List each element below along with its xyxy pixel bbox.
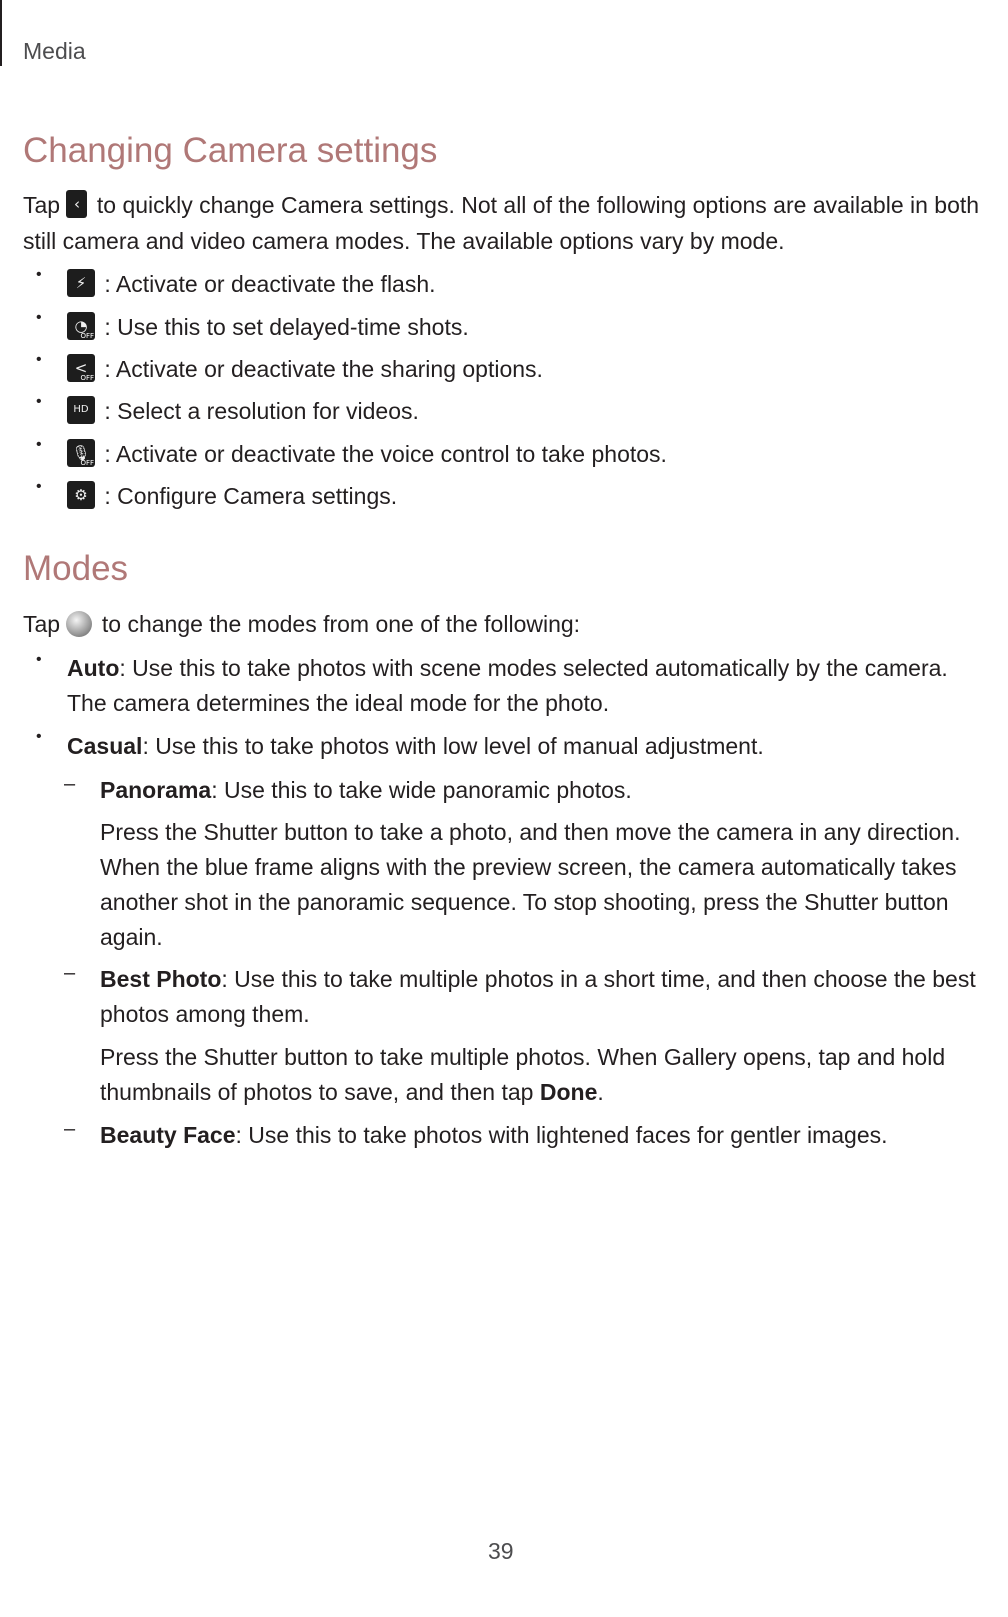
section-label: Media <box>23 38 86 64</box>
flash-icon: ⚡ <box>67 269 95 297</box>
camera-settings-intro <box>23 187 988 259</box>
best-photo-label: Best Photo <box>100 966 222 992</box>
flash-option-text: : Activate or deactivate the flash. <box>104 271 436 297</box>
modes-intro <box>23 606 988 642</box>
timer-icon: ◔ OFF <box>67 312 95 340</box>
camera-settings-heading: Changing Camera settings <box>23 131 438 170</box>
best-photo-detail-text: Press the Shutter button to take multiple photos. When Gallery opens, tap and hold thumbnails of photos to save, and then tap <box>100 1044 946 1105</box>
bullet-icon: • <box>36 393 42 410</box>
intro-tap-text: Tap <box>23 192 67 218</box>
bullet-icon: • <box>36 728 42 745</box>
auto-label: Auto <box>67 655 120 681</box>
bullet-icon: • <box>36 266 42 283</box>
bullet-icon: • <box>36 436 42 453</box>
done-label: Done <box>539 1079 598 1105</box>
intro-rest-text: to quickly change Camera settings. Not all of the following options are available in both still camera and video camera modes. The available options vary by mode. <box>23 192 980 254</box>
share-option-text: : Activate or deactivate the sharing options. <box>104 356 543 382</box>
best-photo-detail <box>100 1040 995 1110</box>
best-photo-detail-end: . <box>597 1079 604 1105</box>
dash-icon: – <box>64 773 76 795</box>
bullet-icon: • <box>36 351 42 368</box>
dash-icon: – <box>64 962 76 984</box>
timer-option-text: : Use this to set delayed-time shots. <box>104 314 469 340</box>
header-rule <box>0 0 2 66</box>
bullet-icon: • <box>36 478 42 495</box>
mode-button-icon <box>66 611 92 637</box>
resolution-option-text: : Select a resolution for videos. <box>104 398 419 424</box>
share-icon: < OFF <box>67 354 95 382</box>
page-number: 39 <box>488 1538 514 1564</box>
bullet-icon: • <box>36 651 42 668</box>
auto-description: : Use this to take photos with scene modes selected automatically by the camera. The camera determines the ideal mode for the photo. <box>67 655 948 716</box>
casual-description: : Use this to take photos with low level of manual adjustment. <box>142 733 764 759</box>
microphone-icon: 🎙 OFF <box>67 439 95 467</box>
modes-intro-rest: to change the modes from one of the following: <box>95 611 581 637</box>
best-photo-description: : Use this to take multiple photos in a short time, and then choose the best photos among them. <box>100 966 976 1027</box>
collapse-arrow-icon: ‹ <box>66 190 87 218</box>
dash-icon: – <box>64 1118 76 1140</box>
beauty-face-description: : Use this to take photos with lightened faces for gentler images. <box>235 1122 888 1148</box>
hd-resolution-icon: HD <box>67 396 95 424</box>
gear-icon: ⚙ <box>67 481 95 509</box>
modes-heading: Modes <box>23 549 129 588</box>
panorama-detail: Press the Shutter button to take a photo, and then move the camera in any direction. When the blue frame aligns with the preview screen, the camera automatically takes another shot in the panoramic sequence. To stop shooting, press the Shutter button again. <box>100 819 961 950</box>
panorama-description: : Use this to take wide panoramic photos. <box>211 777 632 803</box>
panorama-label: Panorama <box>100 777 212 803</box>
settings-option-text: : Configure Camera settings. <box>104 483 398 509</box>
bullet-icon: • <box>36 309 42 326</box>
casual-label: Casual <box>67 733 143 759</box>
modes-tap-text: Tap <box>23 611 67 637</box>
beauty-face-label: Beauty Face <box>100 1122 236 1148</box>
voice-control-option-text: : Activate or deactivate the voice control to take photos. <box>104 441 667 467</box>
